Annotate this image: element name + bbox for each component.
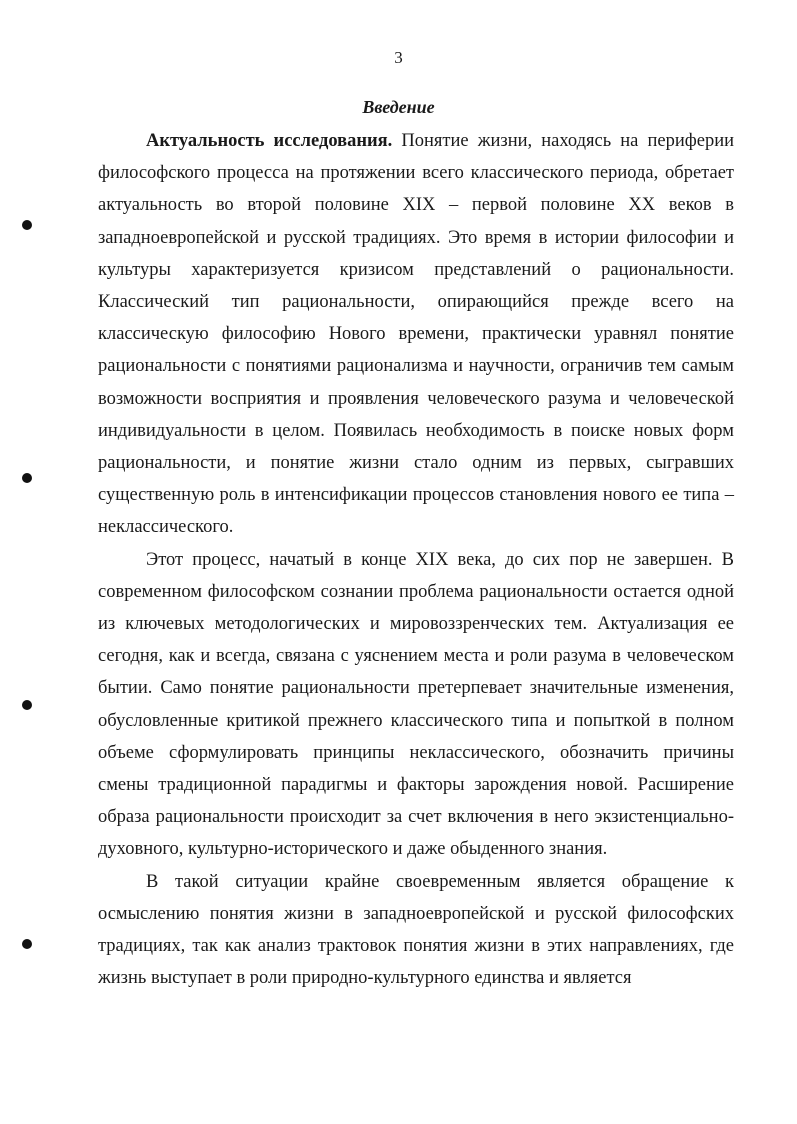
binder-hole-mark: [22, 700, 32, 710]
paragraph-lead: Актуальность исследования.: [146, 131, 393, 151]
paragraph-2: Этот процесс, начатый в конце XIX века, до сих пор не завершен. В современном философском сознании проблема рациональности остается одной из ключевых методологических и мировоззренческих тем. Актуализация ее сегодня, как и всегда, связана с уяснением места и роли разума в человеческом бытии. Само понятие рациональности претерпевает значительные изменения, обусловленные критикой прежнего классического типа и попыткой в полном объеме сформулировать принципы неклассического, обозначить причины смены традиционной парадигмы и факторы зарождения новой. Расширение образа рациональности происходит за счет включения в него экзистенциально-духовного, культурно-исторического и даже обыденного знания.: [98, 549, 734, 860]
section-heading: Введение: [362, 97, 435, 117]
paragraph-1: [98, 125, 734, 544]
body-text: [98, 125, 734, 994]
paragraph-3: В такой ситуации крайне своевременным является обращение к осмыслению понятия жизни в западноевропейской и русской философских традициях, так как анализ трактовок понятия жизни в этих направлениях, где жизнь выступает в роли природно-культурного единства и является: [98, 871, 734, 989]
binder-hole-mark: [22, 939, 32, 949]
page-number: 3: [394, 48, 403, 67]
binder-hole-mark: [22, 473, 32, 483]
binder-hole-mark: [22, 220, 32, 230]
paragraph-1-text: Понятие жизни, находясь на периферии философского процесса на протяжении всего классического периода, обретает актуальность во второй половине XIX – первой половине XX веков в западноевропейской и русской традициях. Это время в истории философии и культуры характеризуется кризисом представлений о рациональности. Классический тип рациональности, опирающийся прежде всего на классическую философию Нового времени, практически уравнял понятие рациональности с понятиями рационализма и научности, ограничив тем самым возможности восприятия и проявления человеческого разума и человеческой индивидуальности в целом. Появилась необходимость в поиске новых форм рациональности, и понятие жизни стало одним из первых, сыгравших существенную роль в интенсификации процессов становления нового ее типа – неклассического.: [98, 131, 735, 538]
